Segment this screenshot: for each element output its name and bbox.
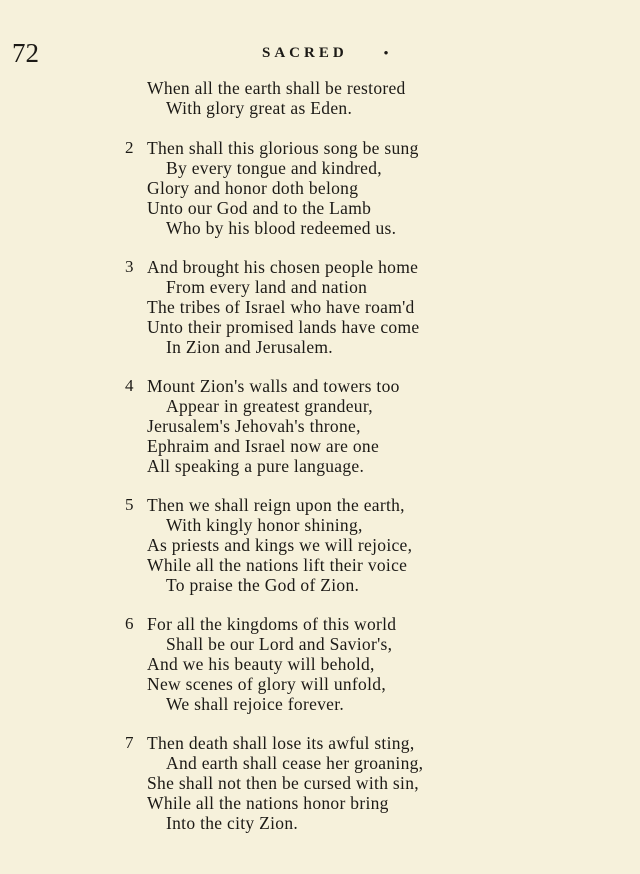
verse-line: All speaking a pure language. bbox=[147, 456, 365, 476]
verse-line: And we his beauty will behold, bbox=[147, 654, 375, 674]
verse-line: By every tongue and kindred, bbox=[166, 158, 382, 178]
stanza bbox=[0, 495, 640, 595]
verse-line: Then shall this glorious song be sung bbox=[147, 138, 419, 158]
stanza-number: 5 bbox=[125, 495, 134, 514]
verse-line: Jerusalem's Jehovah's throne, bbox=[147, 416, 361, 436]
verse-line: With glory great as Eden. bbox=[166, 98, 353, 118]
verse-line: She shall not then be cursed with sin, bbox=[147, 773, 419, 793]
verse-line: In Zion and Jerusalem. bbox=[166, 337, 333, 357]
verse-line: Who by his blood redeemed us. bbox=[166, 218, 397, 238]
verse-line: From every land and nation bbox=[166, 277, 368, 297]
stanza-number: 7 bbox=[125, 733, 134, 752]
verse-line: And brought his chosen people home bbox=[147, 257, 419, 277]
verse-line: While all the nations lift their voice bbox=[147, 555, 408, 575]
verse-line: Glory and honor doth belong bbox=[147, 178, 359, 198]
verse-line: Ephraim and Israel now are one bbox=[147, 436, 380, 456]
verse-line: Into the city Zion. bbox=[166, 813, 299, 833]
verse-line: Unto their promised lands have come bbox=[147, 317, 420, 337]
hymn-body bbox=[0, 78, 640, 852]
verse-line: New scenes of glory will unfold, bbox=[147, 674, 386, 694]
verse-line: We shall rejoice forever. bbox=[166, 694, 345, 714]
verse-line: Shall be our Lord and Savior's, bbox=[166, 634, 393, 654]
verse-line: Mount Zion's walls and towers too bbox=[147, 376, 400, 396]
stanza bbox=[0, 614, 640, 714]
stanza-number: 3 bbox=[125, 257, 134, 276]
running-head-title: SACRED bbox=[262, 45, 348, 61]
verse-line: Then we shall reign upon the earth, bbox=[147, 495, 405, 515]
stanza bbox=[0, 376, 640, 476]
stanza-number: 2 bbox=[125, 138, 134, 157]
verse-line: While all the nations honor bring bbox=[147, 793, 389, 813]
verse-line: Appear in greatest grandeur, bbox=[166, 396, 373, 416]
verse-line: To praise the God of Zion. bbox=[166, 575, 360, 595]
verse-line: When all the earth shall be restored bbox=[147, 78, 406, 98]
verse-line: As priests and kings we will rejoice, bbox=[147, 535, 413, 555]
page-number: 72 bbox=[12, 38, 39, 68]
verse-line: And earth shall cease her groaning, bbox=[166, 753, 424, 773]
verse-line: The tribes of Israel who have roam'd bbox=[147, 297, 415, 317]
verse-line: For all the kingdoms of this world bbox=[147, 614, 397, 634]
verse-line: Unto our God and to the Lamb bbox=[147, 198, 372, 218]
stanza bbox=[0, 138, 640, 238]
verse-line: With kingly honor shining, bbox=[166, 515, 363, 535]
verse-line: Then death shall lose its awful sting, bbox=[147, 733, 415, 753]
running-head bbox=[262, 45, 392, 62]
stanza-continuation bbox=[0, 78, 640, 118]
stanza-number: 6 bbox=[125, 614, 134, 633]
stanza-number: 4 bbox=[125, 376, 134, 395]
stanza bbox=[0, 733, 640, 833]
stanza bbox=[0, 257, 640, 357]
ornament-icon: • bbox=[383, 45, 393, 60]
